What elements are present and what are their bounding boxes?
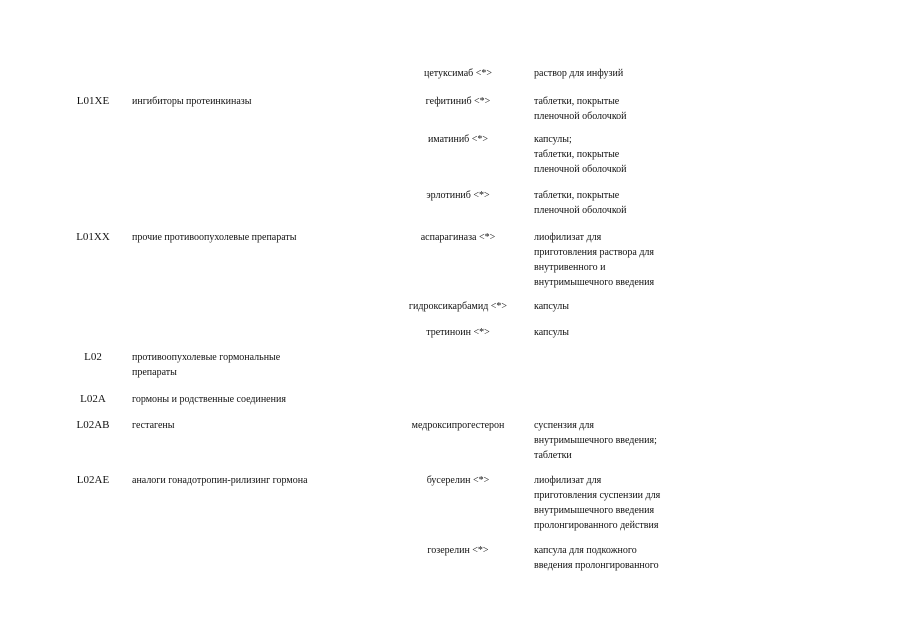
drug-name: гидроксикарбамид <*>: [408, 301, 508, 312]
drug-name: цетуксимаб <*>: [424, 68, 492, 79]
group-name: аналоги гонадотропин-рилизинг гормона: [132, 475, 308, 486]
group-name: гестагены: [132, 420, 175, 431]
drug-name: гозерелин <*>: [427, 545, 489, 556]
drug-name: аспарагиназа <*>: [420, 232, 496, 243]
atc-code: L02AE: [76, 474, 110, 486]
dosage-form: капсулы: [534, 327, 569, 338]
dosage-form: капсула для подкожного введения пролонгированного: [534, 545, 659, 571]
drug-name: медроксипрогестерон: [411, 420, 505, 431]
atc-code: L02: [84, 351, 102, 363]
atc-code: L01XX: [76, 231, 110, 243]
atc-code: L01XE: [76, 95, 110, 107]
dosage-form: лиофилизат для приготовления суспензии для внутримышечного введения пролонгированного действия: [534, 475, 661, 531]
dosage-form: капсулы; таблетки, покрытые пленочной оболочкой: [534, 134, 627, 175]
drug-name: гефитиниб <*>: [425, 96, 491, 107]
dosage-form: лиофилизат для приготовления раствора для внутривенного и внутримышечного введения: [534, 232, 655, 288]
group-name: противоопухолевые гормональные препараты: [132, 352, 281, 378]
dosage-form: суспензия для внутримышечного введения; таблетки: [534, 420, 657, 461]
atc-code: L02AB: [76, 419, 110, 431]
group-name: прочие противоопухолевые препараты: [132, 232, 297, 243]
drug-name: эрлотиниб <*>: [426, 190, 490, 201]
drug-name: иматиниб <*>: [427, 134, 489, 145]
dosage-form: капсулы: [534, 301, 569, 312]
dosage-form: таблетки, покрытые пленочной оболочкой: [534, 96, 627, 122]
dosage-form: раствор для инфузий: [534, 68, 624, 79]
dosage-form: таблетки, покрытые пленочной оболочкой: [534, 190, 627, 216]
drug-name: бусерелин <*>: [426, 475, 490, 486]
drug-name: третиноин <*>: [426, 327, 490, 338]
group-name: ингибиторы протеинкиназы: [132, 96, 252, 107]
atc-code: L02A: [80, 393, 106, 405]
group-name: гормоны и родственные соединения: [132, 394, 286, 405]
